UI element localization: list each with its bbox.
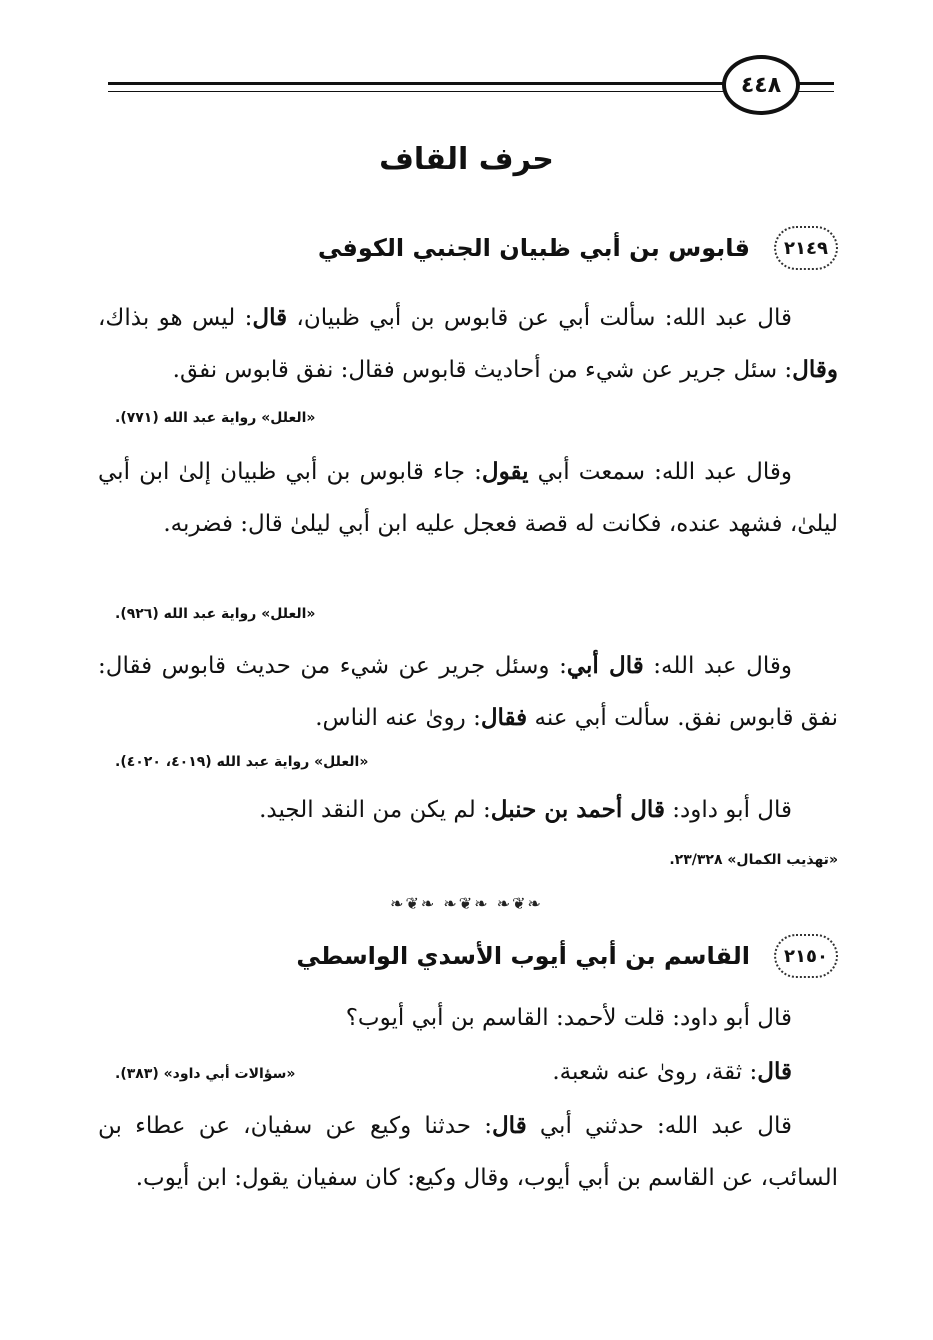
bold-keyword: قال [757,1058,792,1085]
header-rule [108,82,726,92]
text: وقال عبد الله: [643,653,793,679]
bold-keyword: قال أحمد بن حنبل [490,796,665,823]
text: قال عبد الله: حدثني أبي [526,1113,792,1139]
bold-keyword: قال [491,1112,527,1139]
paragraph [98,292,838,396]
text: : حدثنا وكيع عن سفيان، عن عطاء بن السائب، عن القاسم بن أبي أيوب، وقال وكيع: كان سفيان يقول: ابن أيوب. [98,1113,838,1191]
text: : لم يكن من النقد الجيد. [259,797,491,823]
bold-keyword: يقول [481,458,529,485]
chapter-title: حرف القاف [379,142,554,177]
text: : رویٰ عنه الناس. [315,705,481,731]
entry-heading-2150 [100,934,838,978]
text: قال أبو داود: قلت لأحمد: القاسم بن أبي أيوب؟ [345,1005,792,1031]
citation: «تهذيب الكمال» ٢٣/٣٢٨. [669,852,838,868]
header-rule-end [798,82,834,92]
citation: «العلل» رواية عبد الله (٩٢٦). [115,606,316,622]
bold-keyword: وقال [792,356,838,383]
section-ornament: ❧❦❧ ❧❦❧ ❧❦❧ [390,894,543,913]
paragraph [98,992,838,1044]
citation: «العلل» رواية عبد الله (٧٧١). [115,410,316,426]
citation: «العلل» رواية عبد الله (٤٠١٩، ٤٠٢٠). [115,754,369,770]
text: : وسئل جرير عن شيء من حديث قابوس فقال: نفق قابوس نفق. سألت أبي عنه [98,653,838,731]
paragraph [98,784,838,836]
bold-keyword: قال أبي [566,652,644,679]
entry-name: القاسم بن أبي أيوب الأسدي الواسطي [296,942,750,970]
entry-name: قابوس بن أبي ظبيان الجنبي الكوفي [317,234,750,262]
entry-number-badge: ٢١٤٩ [774,226,838,270]
paragraph [98,446,838,550]
text: وقال عبد الله: سمعت أبي [528,459,792,485]
text: : ثقة، رویٰ عنه شعبة. [552,1059,758,1085]
paragraph [98,1100,838,1204]
bold-keyword: فقال [480,704,528,731]
citation: «سؤالات أبي داود» (٣٨٣). [115,1066,296,1082]
page-number: ٤٤٨ [722,55,800,115]
entry-number-badge: ٢١٥٠ [774,934,838,978]
entry-heading-2149 [100,226,838,270]
text: : ليس هو بذاك، [98,305,253,331]
text: قال أبو داود: [664,797,792,823]
bold-keyword: قال [252,304,288,331]
text: قال عبد الله: سألت أبي عن قابوس بن أبي ظبيان، [287,305,792,331]
paragraph [98,640,838,744]
text: : سئل جرير عن شيء من أحاديث قابوس فقال: نفق قابوس نفق. [172,357,793,383]
text: : جاء قابوس بن أبي ظبيان إلىٰ ابن أبي ليلىٰ، فشهد عنده، فكانت له قصة فعجل عليه ابن أبي ليلىٰ قال: فضربه. [98,459,838,537]
